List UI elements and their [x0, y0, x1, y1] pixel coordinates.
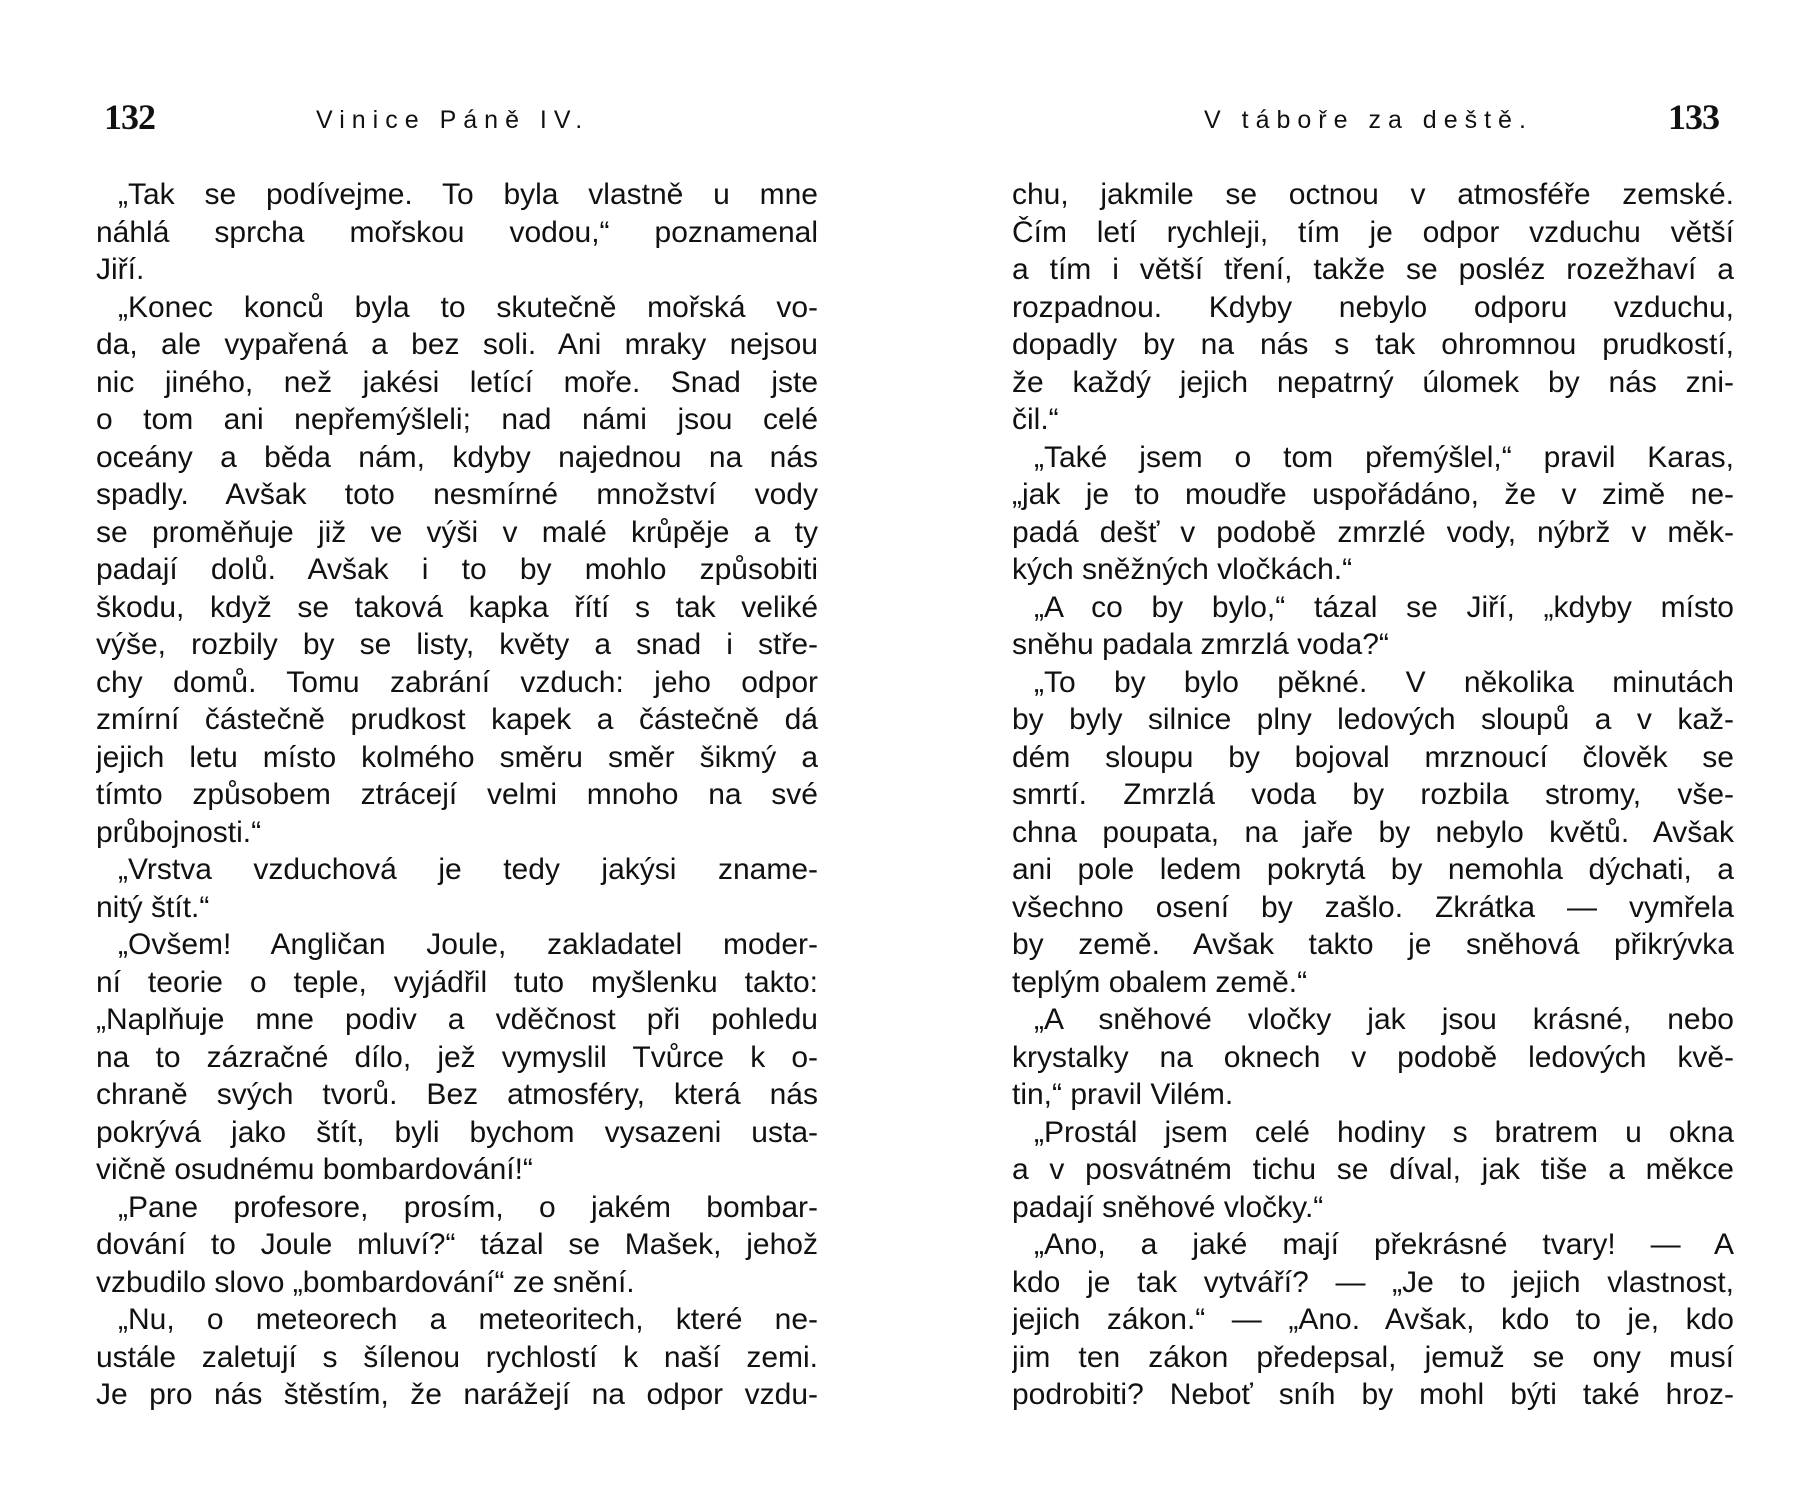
- text-line: smrtí. Zmrzlá voda by rozbila stromy, vše-: [1012, 778, 1734, 811]
- text-line: „To by bylo pěkné. V několika minutách: [1034, 665, 1734, 699]
- text-line: „jak je to moudře uspořádáno, že v zimě ne-: [1012, 478, 1734, 511]
- text-line: na to zázračné dílo, jež vymyslil Tvůrce k o-: [96, 1040, 818, 1074]
- text-line: a tím i větší tření, takže se posléz rozežhaví a: [1012, 253, 1734, 286]
- text-line: padají sněhové vločky.“: [1012, 1190, 1324, 1224]
- text-line: nic jiného, než jakési letící moře. Snad jste: [96, 365, 818, 399]
- text-line: „Prostál jsem celé hodiny s bratrem u okna: [1034, 1115, 1734, 1149]
- text-line: krystalky na oknech v podobě ledových kvě-: [1012, 1040, 1734, 1074]
- text-line: dování to Joule mluví?“ tázal se Mašek, jehož: [96, 1228, 818, 1261]
- text-line: chna poupata, na jaře by nebylo květů. Avšak: [1012, 815, 1734, 849]
- body-text: [96, 176, 818, 1414]
- text-line: tímto způsobem ztrácejí velmi mnoho na své: [96, 778, 818, 811]
- text-line: „Ovšem! Angličan Joule, zakladatel moder-: [118, 928, 818, 961]
- running-head: V táboře za deště.: [1204, 106, 1533, 134]
- text-line: kdo je tak vytváří? — „Je to jejich vlastnost,: [1012, 1265, 1734, 1299]
- text-line: „A sněhové vločky jak jsou krásné, nebo: [1034, 1003, 1734, 1036]
- text-line: jejich letu místo kolmého směru směr šikmý a: [96, 740, 818, 774]
- text-line: všechno osení by zašlo. Zkrátka — vymřela: [1012, 890, 1734, 924]
- running-head: Vinice Páně IV.: [316, 106, 590, 134]
- text-line: oceány a běda nám, kdyby najednou na nás: [96, 440, 818, 474]
- text-line: dopadly by na nás s tak ohromnou prudkostí,: [1012, 328, 1734, 361]
- text-line: výše, rozbily by se listy, květy a snad i stře-: [96, 628, 818, 661]
- text-line: padá dešť v podobě zmrzlé vody, nýbrž v měk-: [1012, 515, 1734, 549]
- text-line: náhlá sprcha mořskou vodou,“ poznamenal: [96, 215, 818, 249]
- body-text: [1012, 176, 1734, 1414]
- text-line: že každý jejich nepatrný úlomek by nás zni-: [1012, 365, 1734, 399]
- text-line: chraně svých tvorů. Bez atmosféry, která nás: [96, 1078, 818, 1111]
- text-line: kých sněžných vločkách.“: [1012, 553, 1353, 586]
- right-page: [908, 0, 1816, 1500]
- text-line: čil.“: [1012, 403, 1059, 436]
- text-line: průbojnosti.“: [96, 815, 262, 849]
- text-line: zmírní částečně prudkost kapek a částečně dá: [96, 703, 818, 736]
- text-line: „Vrstva vzduchová je tedy jakýsi zname-: [118, 853, 818, 886]
- text-line: a v posvátném tichu se díval, jak tiše a měkce: [1012, 1153, 1734, 1186]
- text-line: sněhu padala zmrzlá voda?“: [1012, 628, 1389, 661]
- text-line: vzbudilo slovo „bombardování“ ze snění.: [96, 1265, 635, 1299]
- text-line: ní teorie o teple, vyjádřil tuto myšlenku takto:: [96, 965, 818, 999]
- text-line: chu, jakmile se octnou v atmosféře zemské.: [1012, 178, 1734, 211]
- text-line: „Nu, o meteorech a meteoritech, které ne-: [118, 1303, 818, 1336]
- text-line: padají dolů. Avšak i to by mohlo způsobiti: [96, 553, 818, 586]
- text-line: da, ale vypařená a bez soli. Ani mraky nejsou: [96, 328, 818, 361]
- text-line: Čím letí rychleji, tím je odpor vzduchu větší: [1012, 215, 1734, 249]
- text-line: jejich zákon.“ — „Ano. Avšak, kdo to je, kdo: [1012, 1303, 1734, 1336]
- text-line: nitý štít.“: [96, 890, 210, 924]
- text-line: škodu, když se taková kapka řítí s tak veliké: [96, 590, 818, 624]
- text-line: vičně osudnému bombardování!“: [96, 1153, 533, 1186]
- text-line: „Také jsem o tom přemýšlel,“ pravil Karas,: [1034, 440, 1734, 474]
- page-number: 133: [1668, 97, 1719, 137]
- text-line: se proměňuje již ve výši v malé krůpěje a ty: [96, 515, 818, 549]
- text-line: „Tak se podívejme. To byla vlastně u mne: [118, 178, 818, 211]
- text-line: o tom ani nepřemýšleli; nad námi jsou celé: [96, 403, 818, 436]
- text-line: dém sloupu by bojoval mrznoucí člověk se: [1012, 740, 1734, 774]
- text-line: teplým obalem země.“: [1012, 965, 1308, 999]
- text-line: „A co by bylo,“ tázal se Jiří, „kdyby místo: [1034, 590, 1734, 624]
- text-line: podrobiti? Neboť sníh by mohl býti také hroz-: [1012, 1378, 1734, 1411]
- text-line: pokrývá jako štít, byli bychom vysazeni usta-: [96, 1115, 818, 1149]
- page-number: 132: [104, 97, 155, 137]
- text-line: by země. Avšak takto je sněhová přikrývka: [1012, 928, 1734, 961]
- text-line: tin,“ pravil Vilém.: [1012, 1078, 1234, 1111]
- text-line: chy domů. Tomu zabrání vzduch: jeho odpor: [96, 665, 818, 699]
- text-line: Jiří.: [96, 253, 145, 286]
- text-line: „Ano, a jaké mají překrásné tvary! — A: [1034, 1228, 1734, 1261]
- text-line: ani pole ledem pokrytá by nemohla dýchati, a: [1012, 853, 1734, 886]
- text-line: „Konec konců byla to skutečně mořská vo-: [118, 290, 818, 324]
- text-line: jim ten zákon předepsal, jemuž se ony musí: [1012, 1340, 1734, 1374]
- text-line: Je pro nás štěstím, že narážejí na odpor vzdu-: [96, 1378, 818, 1411]
- text-line: „Naplňuje mne podiv a vděčnost při pohledu: [96, 1003, 818, 1036]
- text-line: „Pane profesore, prosím, o jakém bombar-: [118, 1190, 818, 1224]
- text-line: spadly. Avšak toto nesmírné množství vody: [96, 478, 818, 511]
- text-line: ustále zaletují s šílenou rychlostí k naší zemi.: [96, 1340, 818, 1374]
- text-line: by byly silnice plny ledových sloupů a v kaž-: [1012, 703, 1734, 736]
- text-line: rozpadnou. Kdyby nebylo odporu vzduchu,: [1012, 290, 1734, 324]
